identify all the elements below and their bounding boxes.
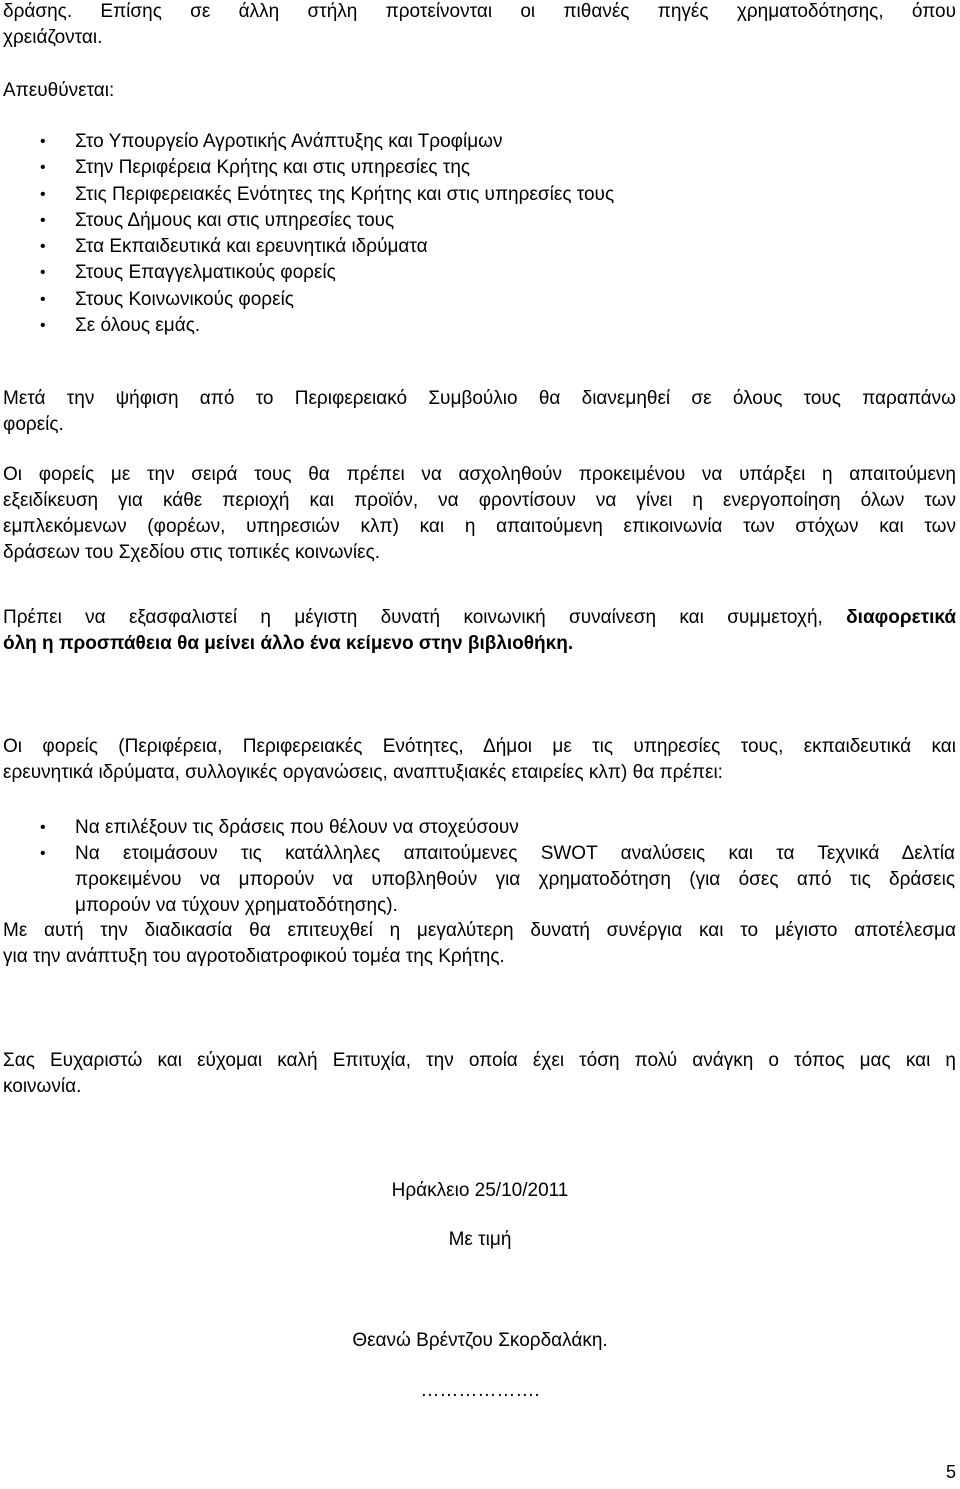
bullet-icon: •	[40, 238, 46, 256]
bullet-icon: •	[40, 819, 46, 836]
after-vote-line-1: Μετά την ψήφιση από το Περιφερειακό Συμβούλιο θα διανεμηθεί σε όλους τους παραπάνω	[3, 388, 956, 409]
bold-warning-end: όλη η προσπάθεια θα μείνει άλλο ένα κείμενο στην βιβλιοθήκη.	[3, 633, 574, 654]
bullet-icon: •	[40, 290, 46, 308]
list-item: • Στους Κοινωνικούς φορείς	[0, 287, 955, 313]
list-item: • Σε όλους εμάς.	[0, 313, 955, 339]
bullet-icon: •	[40, 133, 46, 150]
place-date: Ηράκλειο 25/10/2011	[391, 1180, 569, 1201]
consensus-paragraph: Πρέπει να εξασφαλιστεί η μέγιστη δυνατή κοινωνική συναίνεση και συμμετοχή, διαφορετικά όλη η προσπάθεια θα μείνει άλλο ένα κείμενο στην βιβλιοθήκη.	[3, 605, 956, 657]
top-paragraph	[3, 0, 956, 51]
list-item: • Στους Επαγγελματικούς φορείς	[0, 260, 955, 286]
top-paragraph-line-2: χρειάζονται.	[3, 27, 103, 48]
list-item: • Στα Εκπαιδευτικά και ερευνητικά ιδρύματα	[0, 234, 955, 260]
after-vote-line-2: φορείς.	[3, 414, 64, 435]
list-item: • Στο Υπουργείο Αγροτικής Ανάπτυξης και Τροφίμων	[0, 129, 955, 155]
addressed-list	[0, 129, 960, 339]
bullet-icon: •	[40, 317, 46, 335]
signatory-name: Θεανώ Βρέντζου Σκορδαλάκη.	[352, 1330, 608, 1351]
bullet-icon: •	[40, 159, 46, 177]
after-vote-paragraph	[3, 386, 956, 438]
list-item: • Στην Περιφέρεια Κρήτης και στις υπηρεσίες της	[0, 155, 955, 181]
must-list	[0, 815, 960, 919]
page-number: 5	[945, 1462, 956, 1482]
addressed-label: Απευθύνεται:	[3, 80, 115, 101]
top-paragraph-line-1: δράσης. Επίσης σε άλλη στήλη προτείνονται οι πιθανές πηγές χρηματοδότησης, όπου	[3, 1, 956, 22]
bodies-paragraph: Οι φορείς με την σειρά τους θα πρέπει να ασχοληθούν προκειμένου να υπάρξει η απαιτούμενη εξειδίκευση για κάθε περιοχή και προϊόν, να φροντίσουν να γίνει η ενεργοποίηση όλων των εμπλεκόμενων (φορέων, υπηρεσιών κλπ) και η απαιτούμενη επικοινωνία των στόχων και των δράσεων του Σχεδίου στις τοπικές κοινωνίες.	[3, 464, 956, 563]
list-item: • Στις Περιφερειακές Ενότητες της Κρήτης και στις υπηρεσίες τους	[0, 182, 955, 208]
process-paragraph: Με αυτή την διαδικασία θα επιτευχθεί η μεγαλύτερη δυνατή συνέργια και το μέγιστο αποτέλεσμα για την ανάπτυξη του αγροτοδιατροφικού τομέα της Κρήτης.	[3, 920, 956, 967]
list-item: • Στους Δήμους και στις υπηρεσίες τους	[0, 208, 955, 234]
list-item: • Να επιλέξουν τις δράσεις που θέλουν να στοχεύσουν	[0, 815, 955, 841]
thanks-paragraph: Σας Ευχαριστώ και εύχομαι καλή Επιτυχία, την οποία έχει τόση πολύ ανάγκη ο τόπος μας και η κοινωνία.	[3, 1050, 956, 1097]
bodies-must-paragraph: Οι φορείς (Περιφέρεια, Περιφερειακές Ενότητες, Δήμοι με τις υπηρεσίες τους, εκπαιδευτικά και ερευνητικά ιδρύματα, συλλογικές οργανώσεις, αναπτυξιακές εταιρείες κλπ) θα πρέπει:	[3, 736, 956, 783]
bullet-icon: •	[40, 185, 46, 203]
bullet-icon: •	[40, 845, 46, 862]
list-item: • Να ετοιμάσουν τις κατάλληλες απαιτούμενες SWOT αναλύσεις και τα Τεχνικά Δελτία προκειμένου να μπορούν να υποβληθούν για χρηματοδότηση (για όσες από τις δράσεις μπορούν να τύχουν χρηματοδότησης).	[40, 843, 955, 916]
bullet-icon: •	[40, 211, 46, 229]
bullet-icon: •	[40, 264, 46, 282]
bold-warning-start: διαφορετικά	[846, 607, 957, 628]
signature-dots: ……………….	[420, 1380, 540, 1401]
regards: Με τιμή	[448, 1229, 512, 1250]
